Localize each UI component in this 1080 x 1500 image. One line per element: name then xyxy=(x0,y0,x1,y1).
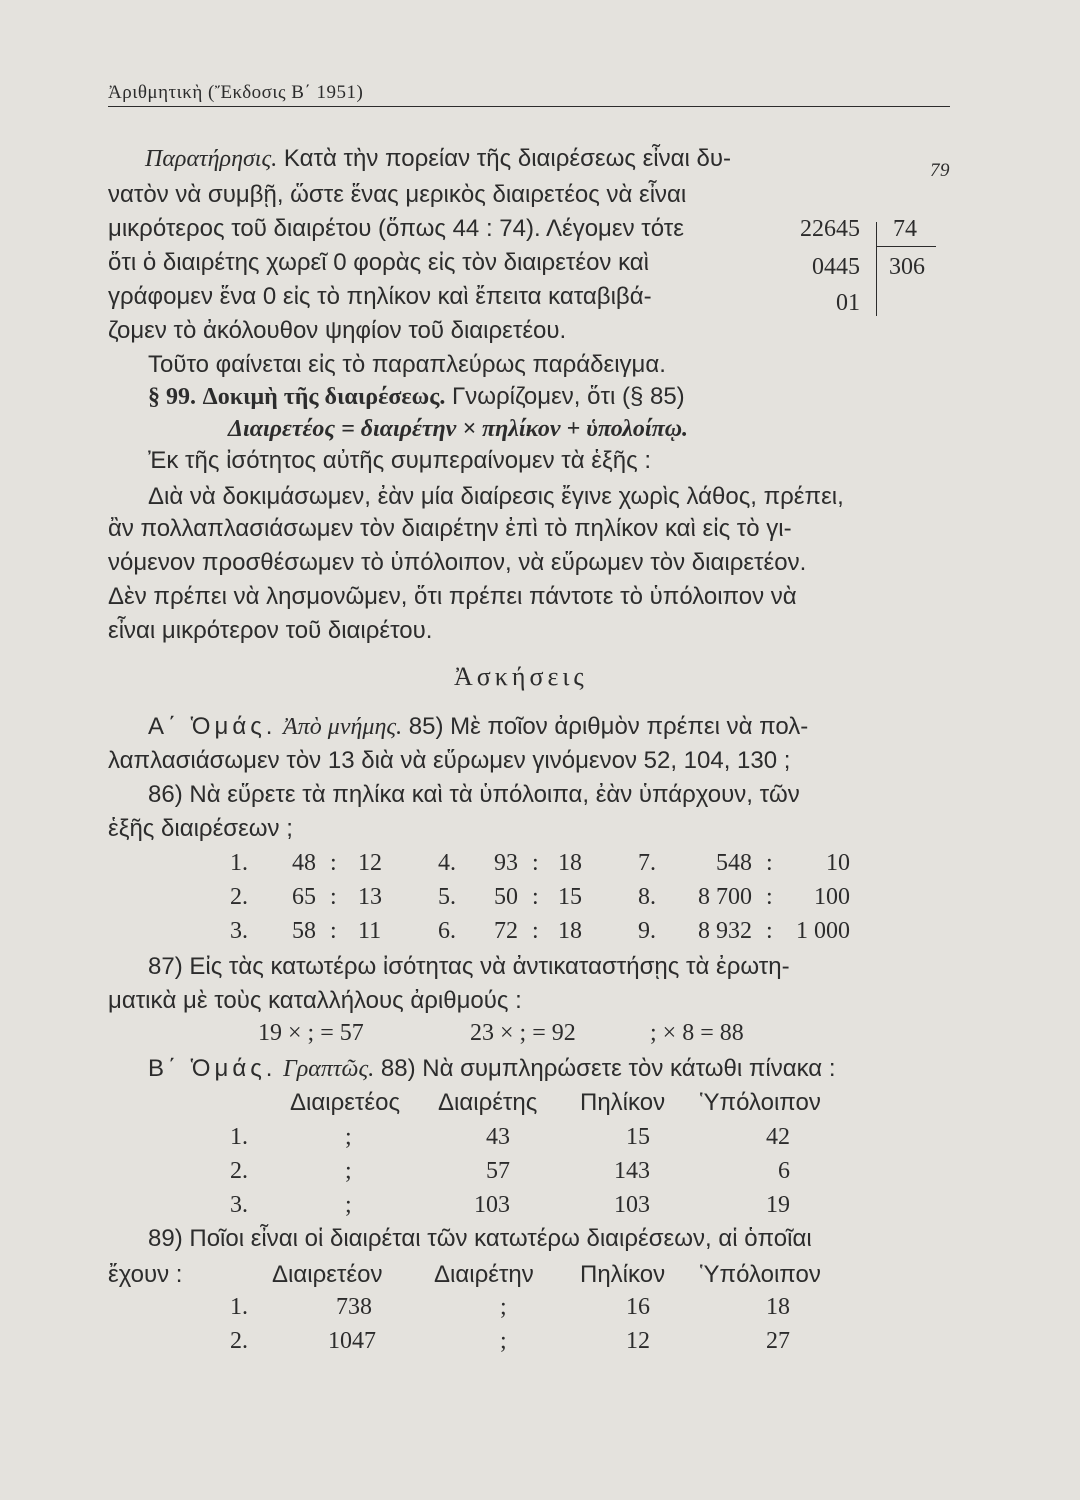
division-quotient: 306 xyxy=(889,254,925,280)
group-b-label: Β΄ Ὁμάς. xyxy=(148,1055,277,1082)
q86-item-colon: : xyxy=(766,918,773,944)
q86-item-colon: : xyxy=(532,918,539,944)
q87-equation: ; × 8 = 88 xyxy=(650,1020,744,1046)
group-b-mode: Γραπτῶς. xyxy=(283,1056,375,1082)
table-cell: 15 xyxy=(626,1124,650,1150)
section-title: Δοκιμὴ τῆς διαιρέσεως. xyxy=(202,384,446,410)
table-header: Ὑπόλοιπον xyxy=(700,1089,821,1116)
section-99-heading: § 99. Δοκιμὴ τῆς διαιρέσεως. Γνωρίζομεν, ὅτι (§ 85) xyxy=(148,383,685,410)
q87-line-1: 87) Εἰς τὰς κατωτέρω ἰσότητας νὰ ἀντικαταστήσῃς τὰ ἐρωτη- xyxy=(148,953,790,980)
q89-line-1: 89) Ποῖοι εἶναι οἱ διαιρέται τῶν κατωτέρω διαιρέσεων, αἱ ὁποῖαι xyxy=(148,1225,812,1252)
table-cell: 738 xyxy=(336,1294,372,1320)
table-header: Διαιρετέον xyxy=(272,1261,383,1288)
table-header: Ὑπόλοιπον xyxy=(700,1261,821,1288)
q86-item-dividend: 72 xyxy=(494,918,518,944)
table-cell: 27 xyxy=(766,1328,790,1354)
table-cell: 18 xyxy=(766,1294,790,1320)
table-cell: ; xyxy=(500,1294,507,1320)
remark-line-6: ζομεν τὸ ἀκόλουθον ψηφίον τοῦ διαιρετέου. xyxy=(108,317,567,344)
q86-item-dividend: 8 700 xyxy=(698,884,752,910)
q86-item-divisor: 10 xyxy=(826,850,850,876)
table-cell: 2. xyxy=(230,1328,248,1354)
q86-item-number: 7. xyxy=(638,850,656,876)
q86-item-number: 8. xyxy=(638,884,656,910)
remark-line-4: ὅτι ὁ διαιρέτης χωρεῖ 0 φορὰς εἰς τὸν διαιρετέον καὶ xyxy=(108,249,650,276)
remark-line-1: Παρατήρησις. Κατὰ τὴν πορείαν τῆς διαιρέσεως εἶναι δυ- xyxy=(145,145,731,172)
table-header: Διαιρέτην xyxy=(434,1261,534,1288)
table-cell: ; xyxy=(345,1158,352,1184)
division-formula: Διαιρετέος = διαιρέτην × πηλίκον + ὑπολοίπῳ. xyxy=(228,416,689,442)
q86-item-colon: : xyxy=(532,850,539,876)
group-a-line-1: Α΄ Ὁμάς. Ἀπὸ μνήμης. 85) Μὲ ποῖον ἀριθμὸν πρέπει νὰ πολ- xyxy=(148,713,809,740)
remark-line-3: μικρότερος τοῦ διαιρέτου (ὅπως 44 : 74). Λέγομεν τότε xyxy=(108,215,684,242)
division-remainder: 01 xyxy=(836,290,860,316)
table-cell: 143 xyxy=(614,1158,650,1184)
division-vertical-bar xyxy=(876,222,877,316)
q86-item-divisor: 15 xyxy=(558,884,582,910)
table-cell: 2. xyxy=(230,1158,248,1184)
q89-line-2: ἔχουν : xyxy=(108,1261,183,1288)
q86-item-colon: : xyxy=(330,884,337,910)
q86-item-dividend: 50 xyxy=(494,884,518,910)
table-cell: 103 xyxy=(614,1192,650,1218)
division-divisor: 74 xyxy=(893,216,917,242)
table-header: Πηλίκον xyxy=(580,1261,666,1288)
q86-item-number: 2. xyxy=(230,884,248,910)
q86-item-number: 1. xyxy=(230,850,248,876)
q86-item-divisor: 12 xyxy=(358,850,382,876)
book-title: Ἀριθμητικὴ (Ἔκδοσις Β΄ 1951) xyxy=(108,82,364,103)
remark-line-5: γράφομεν ἕνα 0 εἰς τὸ πηλίκον καὶ ἔπειτα καταβιβά- xyxy=(108,283,652,310)
section-99-line-3: Ἐκ τῆς ἰσότητος αὐτῆς συμπεραίνομεν τὰ ἑξῆς : xyxy=(148,447,651,474)
q86-item-dividend: 8 932 xyxy=(698,918,752,944)
table-cell: 57 xyxy=(486,1158,510,1184)
division-dividend: 22645 xyxy=(800,216,860,242)
q86-item-colon: : xyxy=(532,884,539,910)
q86-item-dividend: 548 xyxy=(716,850,752,876)
q86-line-2: ἑξῆς διαιρέσεων ; xyxy=(108,815,293,842)
remark-label: Παρατήρησις. xyxy=(145,146,278,172)
q86-item-dividend: 58 xyxy=(292,918,316,944)
group-b-line-1: Β΄ Ὁμάς. Γραπτῶς. 88) Νὰ συμπληρώσετε τὸν κάτωθι πίνακα : xyxy=(148,1055,836,1082)
q86-item-number: 4. xyxy=(438,850,456,876)
remark-line-2: νατὸν νὰ συμβῇ, ὥστε ἕνας μερικὸς διαιρετέος νὰ εἶναι xyxy=(108,181,687,208)
table-cell: 16 xyxy=(626,1294,650,1320)
table-cell: 42 xyxy=(766,1124,790,1150)
q86-item-colon: : xyxy=(766,850,773,876)
section-99-line-7: Δὲν πρέπει νὰ λησμονῶμεν, ὅτι πρέπει πάντοτε τὸ ὑπόλοιπον νὰ xyxy=(108,583,797,610)
table-cell: 6 xyxy=(778,1158,790,1184)
table-cell: 3. xyxy=(230,1192,248,1218)
q86-item-divisor: 11 xyxy=(358,918,382,944)
table-cell: 103 xyxy=(474,1192,510,1218)
section-99-line-6: νόμενον προσθέσωμεν τὸ ὑπόλοιπον, νὰ εὕρωμεν τὸν διαιρετέον. xyxy=(108,549,807,576)
table-cell: 12 xyxy=(626,1328,650,1354)
section-99-line-8: εἶναι μικρότερον τοῦ διαιρέτου. xyxy=(108,617,433,644)
q85-line-2: λαπλασιάσωμεν τὸν 13 διὰ νὰ εὕρωμεν γινόμενον 52, 104, 130 ; xyxy=(108,747,791,774)
table-cell: ; xyxy=(500,1328,507,1354)
q87-line-2: ματικὰ μὲ τοὺς καταλλήλους ἀριθμούς : xyxy=(108,987,522,1014)
group-a-mode: Ἀπὸ μνήμης. xyxy=(283,714,403,740)
table-cell: 43 xyxy=(486,1124,510,1150)
table-cell: 1. xyxy=(230,1294,248,1320)
q86-item-divisor: 13 xyxy=(358,884,382,910)
q86-item-colon: : xyxy=(330,850,337,876)
q87-equation: 19 × ; = 57 xyxy=(258,1020,364,1046)
q86-item-number: 5. xyxy=(438,884,456,910)
division-partial: 0445 xyxy=(812,254,860,280)
q86-item-dividend: 93 xyxy=(494,850,518,876)
q86-item-divisor: 18 xyxy=(558,850,582,876)
q86-item-colon: : xyxy=(330,918,337,944)
table-header: Πηλίκον xyxy=(580,1089,666,1116)
table-cell: 1. xyxy=(230,1124,248,1150)
table-header: Διαιρετέος xyxy=(290,1089,401,1116)
section-99-line-4: Διὰ νὰ δοκιμάσωμεν, ἐὰν μία διαίρεσις ἔγινε χωρὶς λάθος, πρέπει, xyxy=(148,483,844,510)
table-header: Διαιρέτης xyxy=(438,1089,538,1116)
table-cell: 19 xyxy=(766,1192,790,1218)
table-cell: ; xyxy=(345,1124,352,1150)
q86-line-1: 86) Νὰ εὕρετε τὰ πηλίκα καὶ τὰ ὑπόλοιπα, ἐὰν ὑπάρχουν, τῶν xyxy=(148,781,800,808)
section-99-line-5: ἂν πολλαπλασιάσωμεν τὸν διαιρέτην ἐπὶ τὸ πηλίκον καὶ εἰς τὸ γι- xyxy=(108,515,792,542)
q86-item-divisor: 100 xyxy=(814,884,850,910)
division-horizontal-bar xyxy=(876,246,936,247)
table-cell: ; xyxy=(345,1192,352,1218)
table-cell: 1047 xyxy=(328,1328,376,1354)
q86-item-number: 6. xyxy=(438,918,456,944)
q86-item-number: 9. xyxy=(638,918,656,944)
q86-item-colon: : xyxy=(766,884,773,910)
header-rule xyxy=(108,106,950,107)
group-a-label: Α΄ Ὁμάς. xyxy=(148,713,277,740)
q86-item-dividend: 48 xyxy=(292,850,316,876)
q86-item-divisor: 18 xyxy=(558,918,582,944)
exercises-heading: Ἀσκήσεις xyxy=(454,662,588,691)
q86-item-divisor: 1 000 xyxy=(796,918,850,944)
q86-item-dividend: 65 xyxy=(292,884,316,910)
section-number: § 99. xyxy=(148,384,196,410)
page-number: 79 xyxy=(930,160,950,181)
remark-line-7: Τοῦτο φαίνεται εἰς τὸ παραπλεύρως παράδειγμα. xyxy=(148,351,666,378)
q87-equation: 23 × ; = 92 xyxy=(470,1020,576,1046)
q86-item-number: 3. xyxy=(230,918,248,944)
